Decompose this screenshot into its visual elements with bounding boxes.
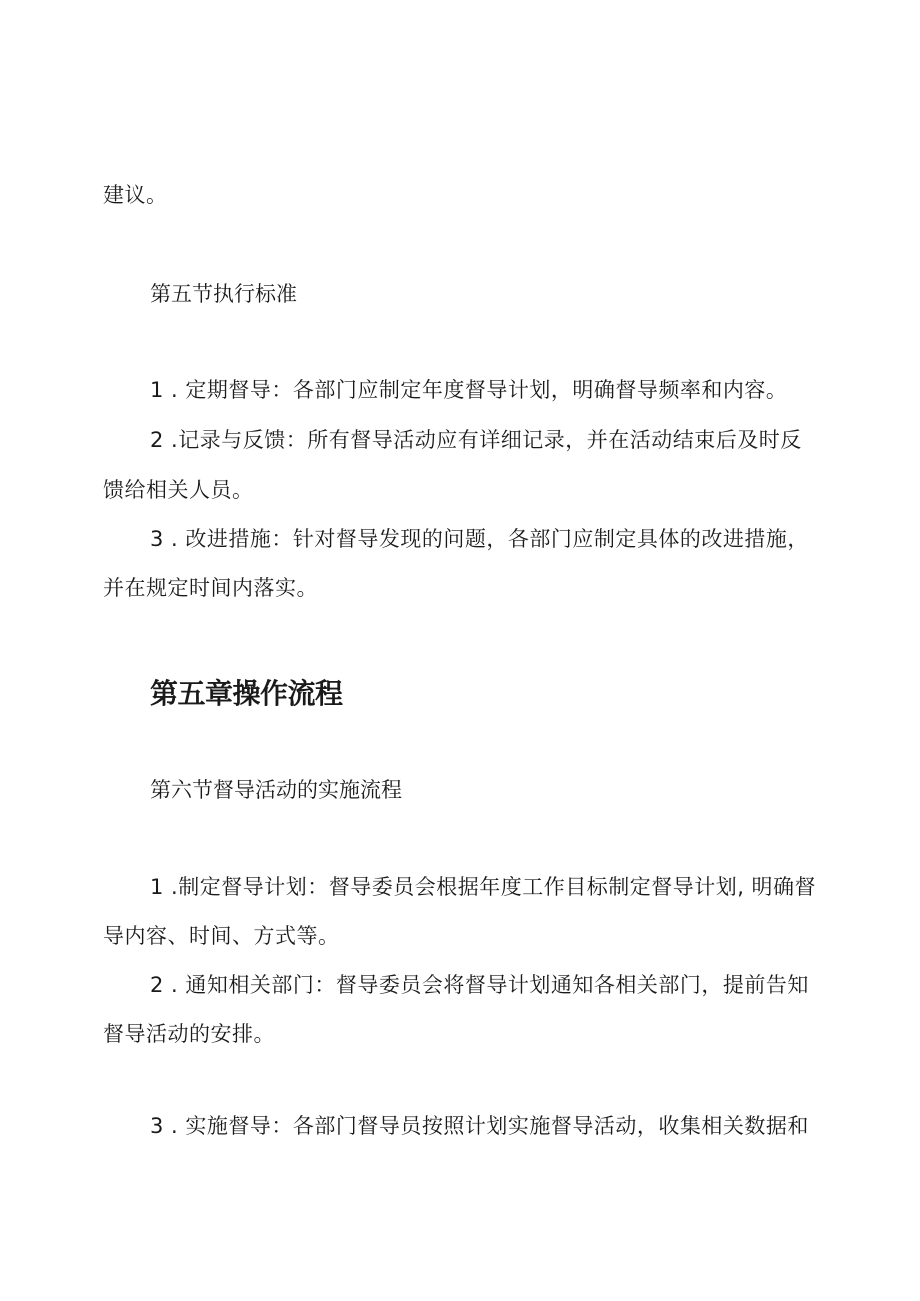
list-item-line: 1 . 定期督导：各部门应制定年度督导计划，明确督导频率和内容。 — [150, 378, 788, 402]
list-item-line: 2 .记录与反馈：所有督导活动应有详细记录，并在活动结束后及时反 — [150, 428, 802, 452]
list-item-line: 馈给相关人员。 — [103, 478, 254, 502]
list-item-line: 1 .制定督导计划：督导委员会根据年度工作目标制定督导计划, 明确督 — [150, 875, 817, 899]
chapter-title: 第五章操作流程 — [150, 677, 343, 710]
section-title-6: 第六节督导活动的实施流程 — [150, 778, 402, 802]
list-item-line: 督导活动的安排。 — [103, 1022, 275, 1046]
list-item-line: 2 . 通知相关部门：督导委员会将督导计划通知各相关部门，提前告知 — [150, 973, 809, 997]
list-item-line: 并在规定时间内落实。 — [103, 576, 318, 600]
list-item-line: 3 . 实施督导：各部门督导员按照计划实施督导活动，收集相关数据和 — [150, 1114, 809, 1138]
list-item-line: 导内容、时间、方式等。 — [103, 924, 340, 948]
list-item-line: 3 . 改进措施：针对督导发现的问题，各部门应制定具体的改进措施， — [150, 527, 809, 551]
section-title-5: 第五节执行标准 — [150, 282, 297, 306]
continuation-text: 建议。 — [103, 183, 168, 207]
